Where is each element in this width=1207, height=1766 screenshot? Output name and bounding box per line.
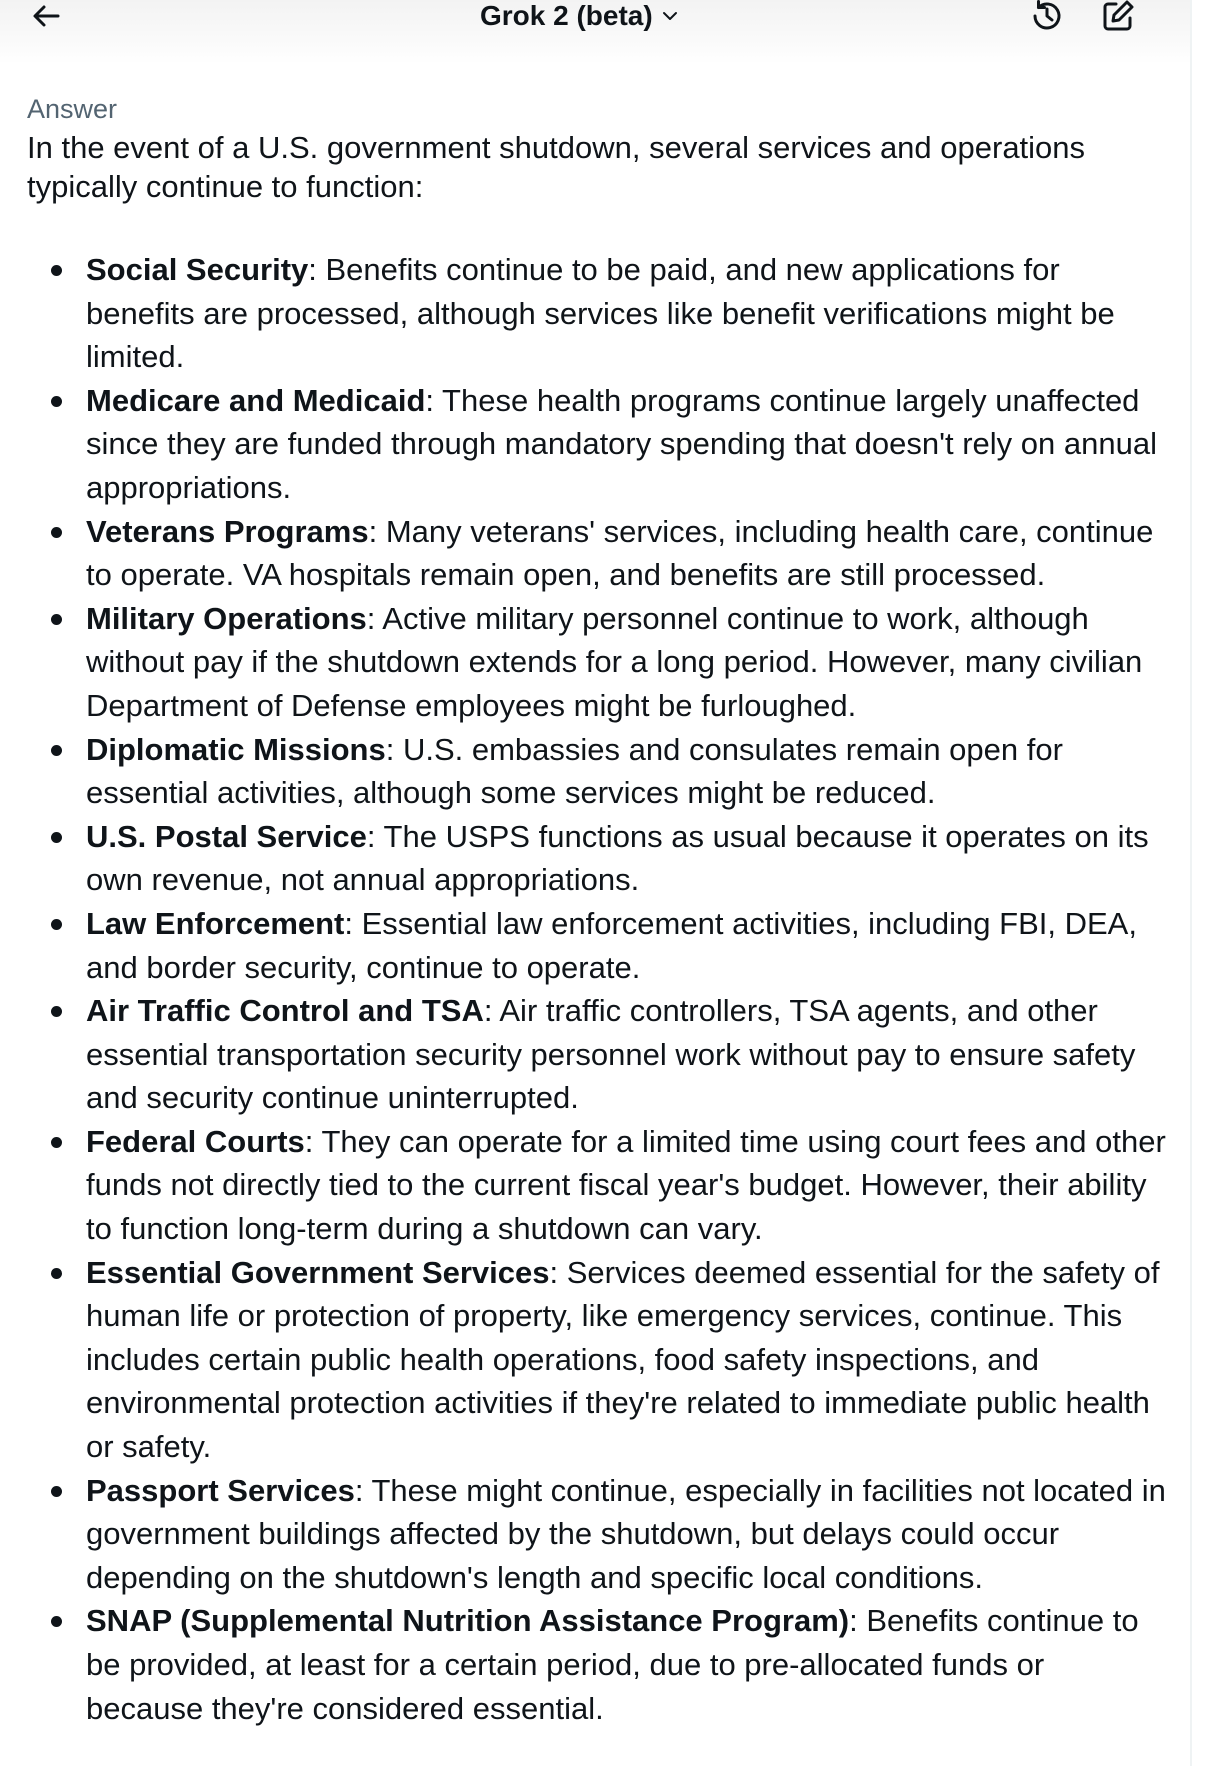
answer-content — [27, 90, 1167, 1730]
item-term: Military Operations — [86, 600, 367, 636]
item-term: Medicare and Medicaid — [86, 382, 426, 418]
bullet-icon — [51, 265, 62, 276]
list-item — [27, 379, 1167, 510]
list-item — [27, 1469, 1167, 1600]
item-term: Diplomatic Missions — [86, 731, 386, 767]
model-title: Grok 2 (beta) — [480, 0, 653, 31]
bullet-icon — [51, 919, 62, 930]
item-term: Veterans Programs — [86, 513, 369, 549]
bullet-icon — [51, 1616, 62, 1627]
top-bar — [0, 0, 1190, 64]
history-button[interactable] — [1025, 0, 1069, 38]
item-term: Essential Government Services — [86, 1254, 550, 1290]
item-description: : These might continue, especially in facilities not located in government buildings affected by the shutdown, but delays could occur depending on the shutdown's length and specific local conditions. — [86, 1472, 1166, 1595]
list-item — [27, 728, 1167, 815]
list-item — [27, 248, 1167, 379]
item-description: : Air traffic controllers, TSA agents, and other essential transportation security personnel work without pay to ensure safety and security continue uninterrupted. — [86, 993, 1136, 1116]
item-description: : They can operate for a limited time using court fees and other funds not directly tied to the current fiscal year's budget. However, their ability to function long-term during a shutdown can vary. — [86, 1123, 1166, 1247]
services-list — [27, 248, 1167, 1730]
item-term: SNAP (Supplemental Nutrition Assistance Program) — [86, 1603, 850, 1639]
item-term: Air Traffic Control and TSA — [86, 993, 484, 1029]
bullet-icon — [51, 1268, 62, 1279]
back-button[interactable] — [24, 0, 68, 38]
item-description: : Benefits continue to be paid, and new applications for benefits are processed, although services like benefit verifications might be limited. — [86, 252, 1115, 375]
item-term: Social Security — [86, 252, 309, 287]
item-term: Passport Services — [86, 1472, 355, 1508]
list-item — [27, 902, 1167, 989]
list-item — [27, 597, 1167, 728]
history-icon — [1029, 0, 1065, 34]
list-item — [27, 815, 1167, 902]
item-description: : U.S. embassies and consulates remain open for essential activities, although some services might be reduced. — [86, 731, 1063, 811]
bullet-icon — [51, 745, 62, 756]
chevron-down-icon — [661, 7, 679, 25]
list-item — [27, 1120, 1167, 1251]
bullet-icon — [51, 527, 62, 538]
bullet-icon — [51, 832, 62, 843]
item-term: Federal Courts — [86, 1123, 305, 1159]
item-description: : The USPS functions as usual because it operates on its own revenue, not annual appropriations. — [86, 818, 1149, 898]
answer-intro: In the event of a U.S. government shutdown, several services and operations typically continue to function: — [27, 130, 1086, 204]
bullet-icon — [51, 1486, 62, 1497]
list-item — [27, 510, 1167, 597]
item-description: : Active military personnel continue to work, although without pay if the shutdown extends for a long period. However, many civilian Department of Defense employees might be furloughed. — [86, 600, 1143, 723]
bullet-icon — [51, 1137, 62, 1148]
item-term: Law Enforcement — [86, 905, 345, 941]
answer-label: Answer — [27, 94, 118, 124]
bullet-icon — [51, 1006, 62, 1017]
bullet-icon — [51, 396, 62, 407]
item-term: U.S. Postal Service — [86, 818, 367, 854]
list-item — [27, 1599, 1167, 1730]
item-description: : Essential law enforcement activities, including FBI, DEA, and border security, continue to operate. — [86, 905, 1137, 985]
panel-divider — [1190, 0, 1192, 1766]
new-chat-button[interactable] — [1096, 0, 1140, 38]
list-item — [27, 1251, 1167, 1469]
arrow-left-icon — [30, 0, 62, 32]
item-description: : These health programs continue largely unaffected since they are funded through mandatory spending that doesn't rely on annual appropriations. — [86, 382, 1157, 505]
item-description: : Many veterans' services, including health care, continue to operate. VA hospitals remain open, and benefits are still processed. — [86, 513, 1154, 593]
compose-icon — [1100, 0, 1136, 34]
item-description: : Benefits continue to be provided, at least for a certain period, due to pre-allocated funds or because they're considered essential. — [86, 1603, 1139, 1726]
item-description: : Services deemed essential for the safety of human life or protection of property, like emergency services, continue. This includes certain public health operations, food safety inspections, and environmental protection activities if they're related to immediate public health or safety. — [86, 1254, 1160, 1465]
model-selector[interactable] — [480, 0, 679, 38]
bullet-icon — [51, 614, 62, 625]
list-item — [27, 989, 1167, 1120]
